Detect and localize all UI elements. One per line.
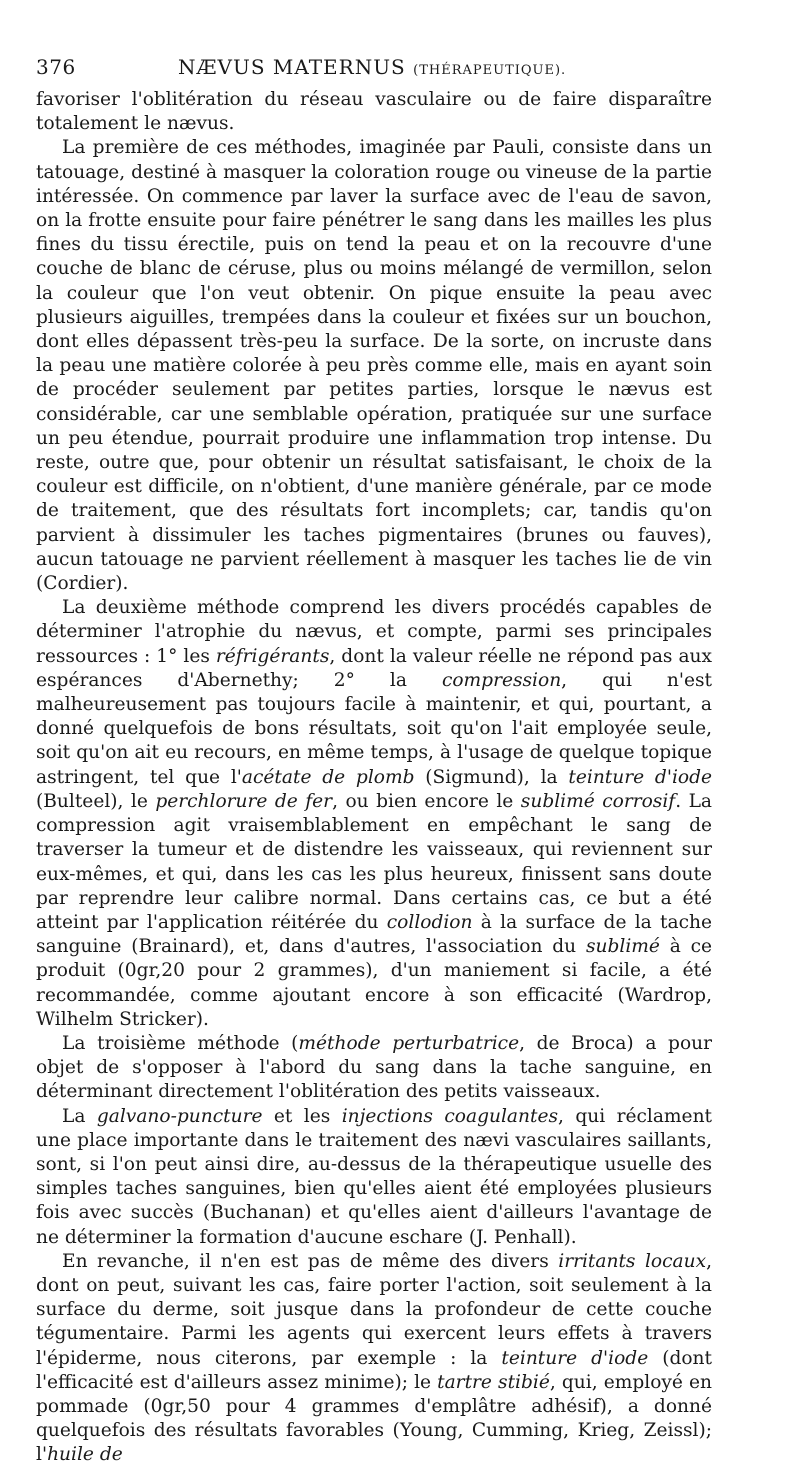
- italic-term: teinture d'iode: [501, 1347, 649, 1369]
- italic-term: huile de: [47, 1444, 123, 1466]
- italic-term: collodion: [386, 911, 473, 933]
- text-run: , qui, employé en pommade (0gr,50 pour 4 grammes d'emplâtre adhésif), a donné quelquefois des résultats favorables (Young, Cumming, Krieg, Zeissl); l': [36, 1371, 712, 1466]
- italic-term: compression: [441, 669, 562, 691]
- paragraph-1: [36, 136, 712, 596]
- paragraph-0: [36, 88, 712, 136]
- italic-term: sublimé: [585, 936, 660, 958]
- text-run: et les: [262, 1105, 342, 1127]
- italic-term: tartre stibié: [437, 1371, 550, 1393]
- text-run: En revanche, il n'en est pas de même des divers: [62, 1250, 559, 1272]
- italic-term: injections coagulantes: [341, 1105, 558, 1127]
- text-run: La troisième méthode (: [62, 1032, 299, 1054]
- text-run: La deuxième méthode comprend les divers procédés capables de déterminer l'atrophie du nævus, et compte, parmi ses principales ressources : 1° les: [36, 597, 712, 667]
- paragraph-5: [36, 1250, 712, 1468]
- running-title-main: NÆVUS MATERNUS: [178, 55, 406, 79]
- italic-term: perchlorure de fer: [155, 790, 333, 812]
- running-title: [156, 52, 712, 86]
- text-run: La première de ces méthodes, imaginée par Pauli, consiste dans un tatouage, destiné à masquer la coloration rouge ou vineuse de la partie intéressée. On commence par laver la surface avec de l'eau de savon, on la frotte ensuite pour faire pénétrer le sang dans les mailles les plus fines du tissu érectile, puis on tend la peau et on la recouvre d'une couche de blanc de céruse, plus ou moins mélangé de vermillon, selon la couleur que l'on veut obtenir. On pique ensuite la peau avec plusieurs aiguilles, trempées dans la couleur et fixées sur un bouchon, dont elles dépassent très-peu la surface. De la sorte, on incruste dans la peau une matière colorée à peu près comme elle, mais en ayant soin de procéder seulement par petites parties, lorsque le nævus est considérable, car une semblable opération, pratiquée sur une surface un peu étendue, pourrait produire une inflammation trop intense. Du reste, outre que, pour obtenir un résultat satisfaisant, le choix de la couleur est difficile, on n'obtient, d'une manière générale, par ce mode de traitement, que des résultats fort incomplets; car, tandis qu'on parvient à dissimuler les taches pigmentaires (brunes ou fauves), aucun tatouage ne parvient réellement à masquer les taches lie de vin (Cordier).: [36, 137, 712, 595]
- page-number: 376: [36, 55, 76, 79]
- text-run: , de Broca) a pour objet de s'opposer à l'abord du sang dans la tache sanguine, en déterminant directement l'oblitération des petits vaisseaux.: [36, 1032, 713, 1103]
- text-run: , ou bien encore le: [332, 790, 521, 812]
- text-run: , qui n'est malheureusement pas toujours facile à maintenir, et qui, pourtant, a donné quelquefois de bons résultats, soit qu'on l'ait employée seule, soit qu'on ait eu recours, en même temps, à l'usage de quelque topique astringent, tel que l': [36, 669, 712, 788]
- running-title-sub: (THÉRAPEUTIQUE).: [413, 63, 567, 78]
- text-run: (dont l'efficacité est d'ailleurs assez minime); le: [36, 1347, 712, 1393]
- italic-term: sublimé corrosif: [520, 790, 676, 812]
- text-run: , dont la valeur réelle ne répond pas aux espérances d'Abernethy; 2° la: [36, 645, 712, 691]
- text-run: à ce produit (0gr,20 pour 2 grammes), d'un maniement si facile, a été recommandée, comme ajoutant encore à son efficacité (Wardrop, Wilhelm Stricker).: [36, 936, 713, 1030]
- paragraph-3: [36, 1032, 712, 1105]
- italic-term: teinture d'iode: [568, 766, 712, 788]
- text-run: (Sigmund), la: [414, 766, 569, 788]
- italic-term: acétate de plomb: [241, 766, 415, 788]
- paragraph-4: [36, 1105, 712, 1250]
- italic-term: méthode perturbatrice: [298, 1032, 520, 1054]
- text-run: . La compression agit vraisemblablement en empêchant le sang de traverser la tumeur et de distendre les vaisseaux, qui reviennent sur eux-mêmes, et qui, dans les cas les plus heureux, finissent sans doute par reprendre leur calibre normal. Dans certains cas, ce but a été atteint par l'application réitérée du: [36, 790, 713, 933]
- page-header: [36, 52, 712, 86]
- italic-term: irritants locaux: [558, 1250, 707, 1272]
- book-page: [36, 52, 712, 1468]
- italic-term: réfrigérants: [215, 645, 330, 667]
- text-run: à la surface de la tache sanguine (Brainard), et, dans d'autres, l'association du: [36, 911, 713, 958]
- paragraph-2: [36, 596, 712, 1032]
- body-text: [36, 88, 712, 1468]
- text-run: , dont on peut, suivant les cas, faire porter l'action, soit seulement à la surface du derme, soit jusque dans la profondeur de cette couche tégumentaire. Parmi les agents qui exercent leurs effets à travers l'épiderme, nous citerons, par exemple : la: [36, 1250, 712, 1369]
- text-run: (Bulteel), le: [36, 790, 156, 812]
- text-run: , qui réclament une place importante dans le traitement des nævi vasculaires saillants, sont, si l'on peut ainsi dire, au-dessus de la thérapeutique usuelle des simples taches sanguines, bien qu'elles aient été employées plusieurs fois avec succès (Buchanan) et qu'elles aient d'ailleurs l'avantage de ne déterminer la formation d'aucune eschare (J. Penhall).: [36, 1105, 713, 1248]
- text-run: La: [62, 1105, 97, 1127]
- italic-term: galvano-puncture: [96, 1105, 263, 1127]
- text-run: favoriser l'oblitération du réseau vasculaire ou de faire disparaître totalement le nævus.: [36, 89, 712, 135]
